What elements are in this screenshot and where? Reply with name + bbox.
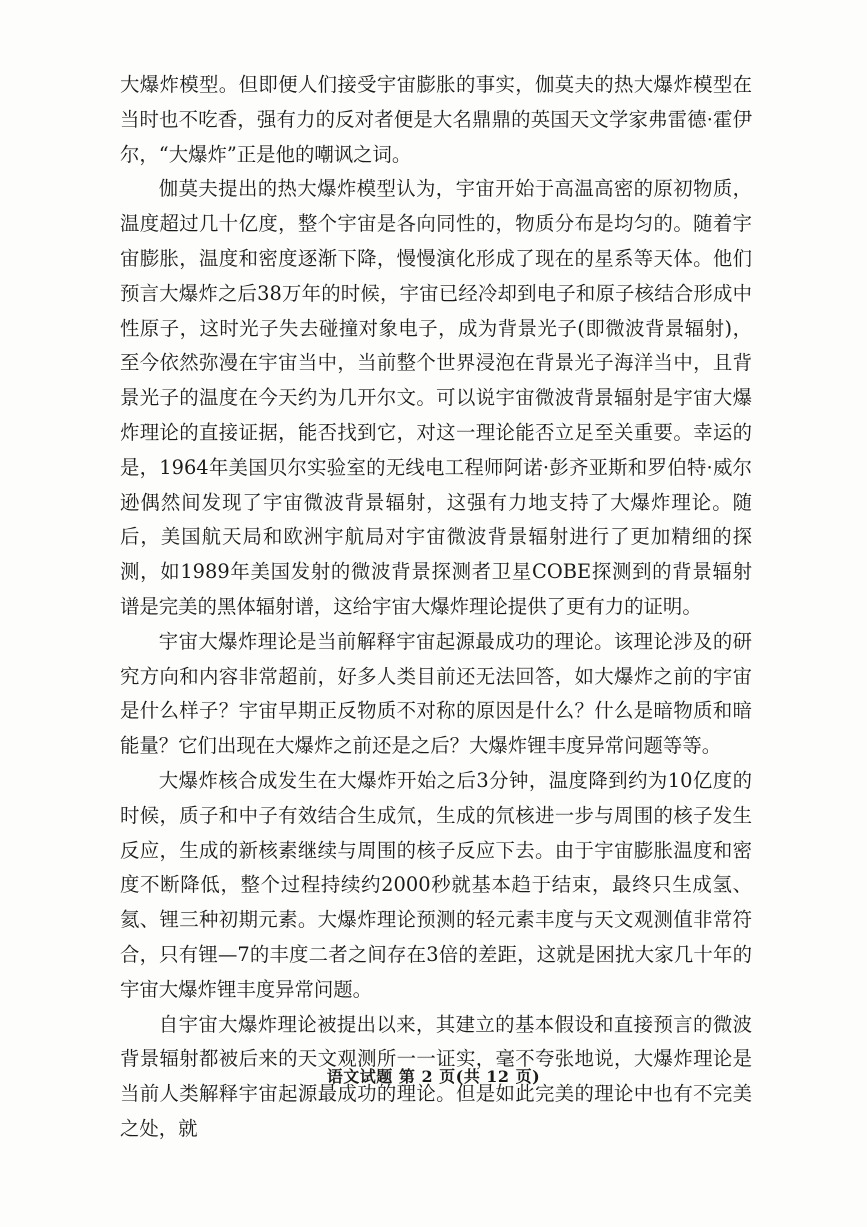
paragraph-continuation: 大爆炸模型。但即便人们接受宇宙膨胀的事实，伽莫夫的热大爆炸模型在当时也不吃香，强有力的反对者便是大名鼎鼎的英国天文学家弗雷德·霍伊尔，“大爆炸”正是他的嘲讽之词。 xyxy=(120,73,752,166)
page-footer: 语文试题 第 2 页(共 12 页) xyxy=(326,1067,541,1086)
paragraph-theory-success: 自宇宙大爆炸理论被提出以来，其建立的基本假设和直接预言的微波背景辐射都被后来的天文观测所一一证实，毫不夸张地说，大爆炸理论是当前人类解释宇宙起源最成功的理论。但是如此完美的理论中也有不完美之处，就 xyxy=(120,1012,752,1140)
paragraph-nucleosynthesis: 大爆炸核合成发生在大爆炸开始之后3分钟，温度降到约为10亿度的时候，质子和中子有效结合生成氘，生成的氘核进一步与周围的核子发生反应，生成的新核素继续与周围的核子反应下去。由于宇宙膨胀温度和密度不断降低，整个过程持续约2000秒就基本趋于结束，最终只生成氢、氦、锂三种初期元素。大爆炸理论预测的轻元素丰度与天文观测值非常符合，只有锂—7的丰度二者之间存在3倍的差距，这就是困扰大家几十年的宇宙大爆炸锂丰度异常问题。 xyxy=(120,768,752,1001)
article-body xyxy=(120,68,752,1147)
paragraph-open-questions: 宇宙大爆炸理论是当前解释宇宙起源最成功的理论。该理论涉及的研究方向和内容非常超前，好多人类目前还无法回答，如大爆炸之前的宇宙是什么样子？宇宙早期正反物质不对称的原因是什么？什么是暗物质和暗能量？它们出现在大爆炸之前还是之后？大爆炸锂丰度异常问题等等。 xyxy=(120,629,752,758)
paragraph-hot-big-bang-model: 伽莫夫提出的热大爆炸模型认为，宇宙开始于高温高密的原初物质，温度超过几十亿度，整个宇宙是各向同性的，物质分布是均匀的。随着宇宙膨胀，温度和密度逐渐下降，慢慢演化形成了现在的星系等天体。他们预言大爆炸之后38万年的时候，宇宙已经冷却到电子和原子核结合形成中性原子，这时光子失去碰撞对象电子，成为背景光子(即微波背景辐射)，至今依然弥漫在宇宙当中，当前整个世界浸泡在背景光子海洋当中，且背景光子的温度在今天约为几开尔文。可以说宇宙微波背景辐射是宇宙大爆炸理论的直接证据，能否找到它，对这一理论能否立足至关重要。幸运的是，1964年美国贝尔实验室的无线电工程师阿诺·彭齐亚斯和罗伯特·威尔逊偶然间发现了宇宙微波背景辐射，这强有力地支持了大爆炸理论。随后，美国航天局和欧洲宇航局对宇宙微波背景辐射进行了更加精细的探测，如1989年美国发射的微波背景探测者卫星COBE探测到的背景辐射谱是完美的黑体辐射谱，这给宇宙大爆炸理论提供了更有力的证明。 xyxy=(120,177,752,618)
